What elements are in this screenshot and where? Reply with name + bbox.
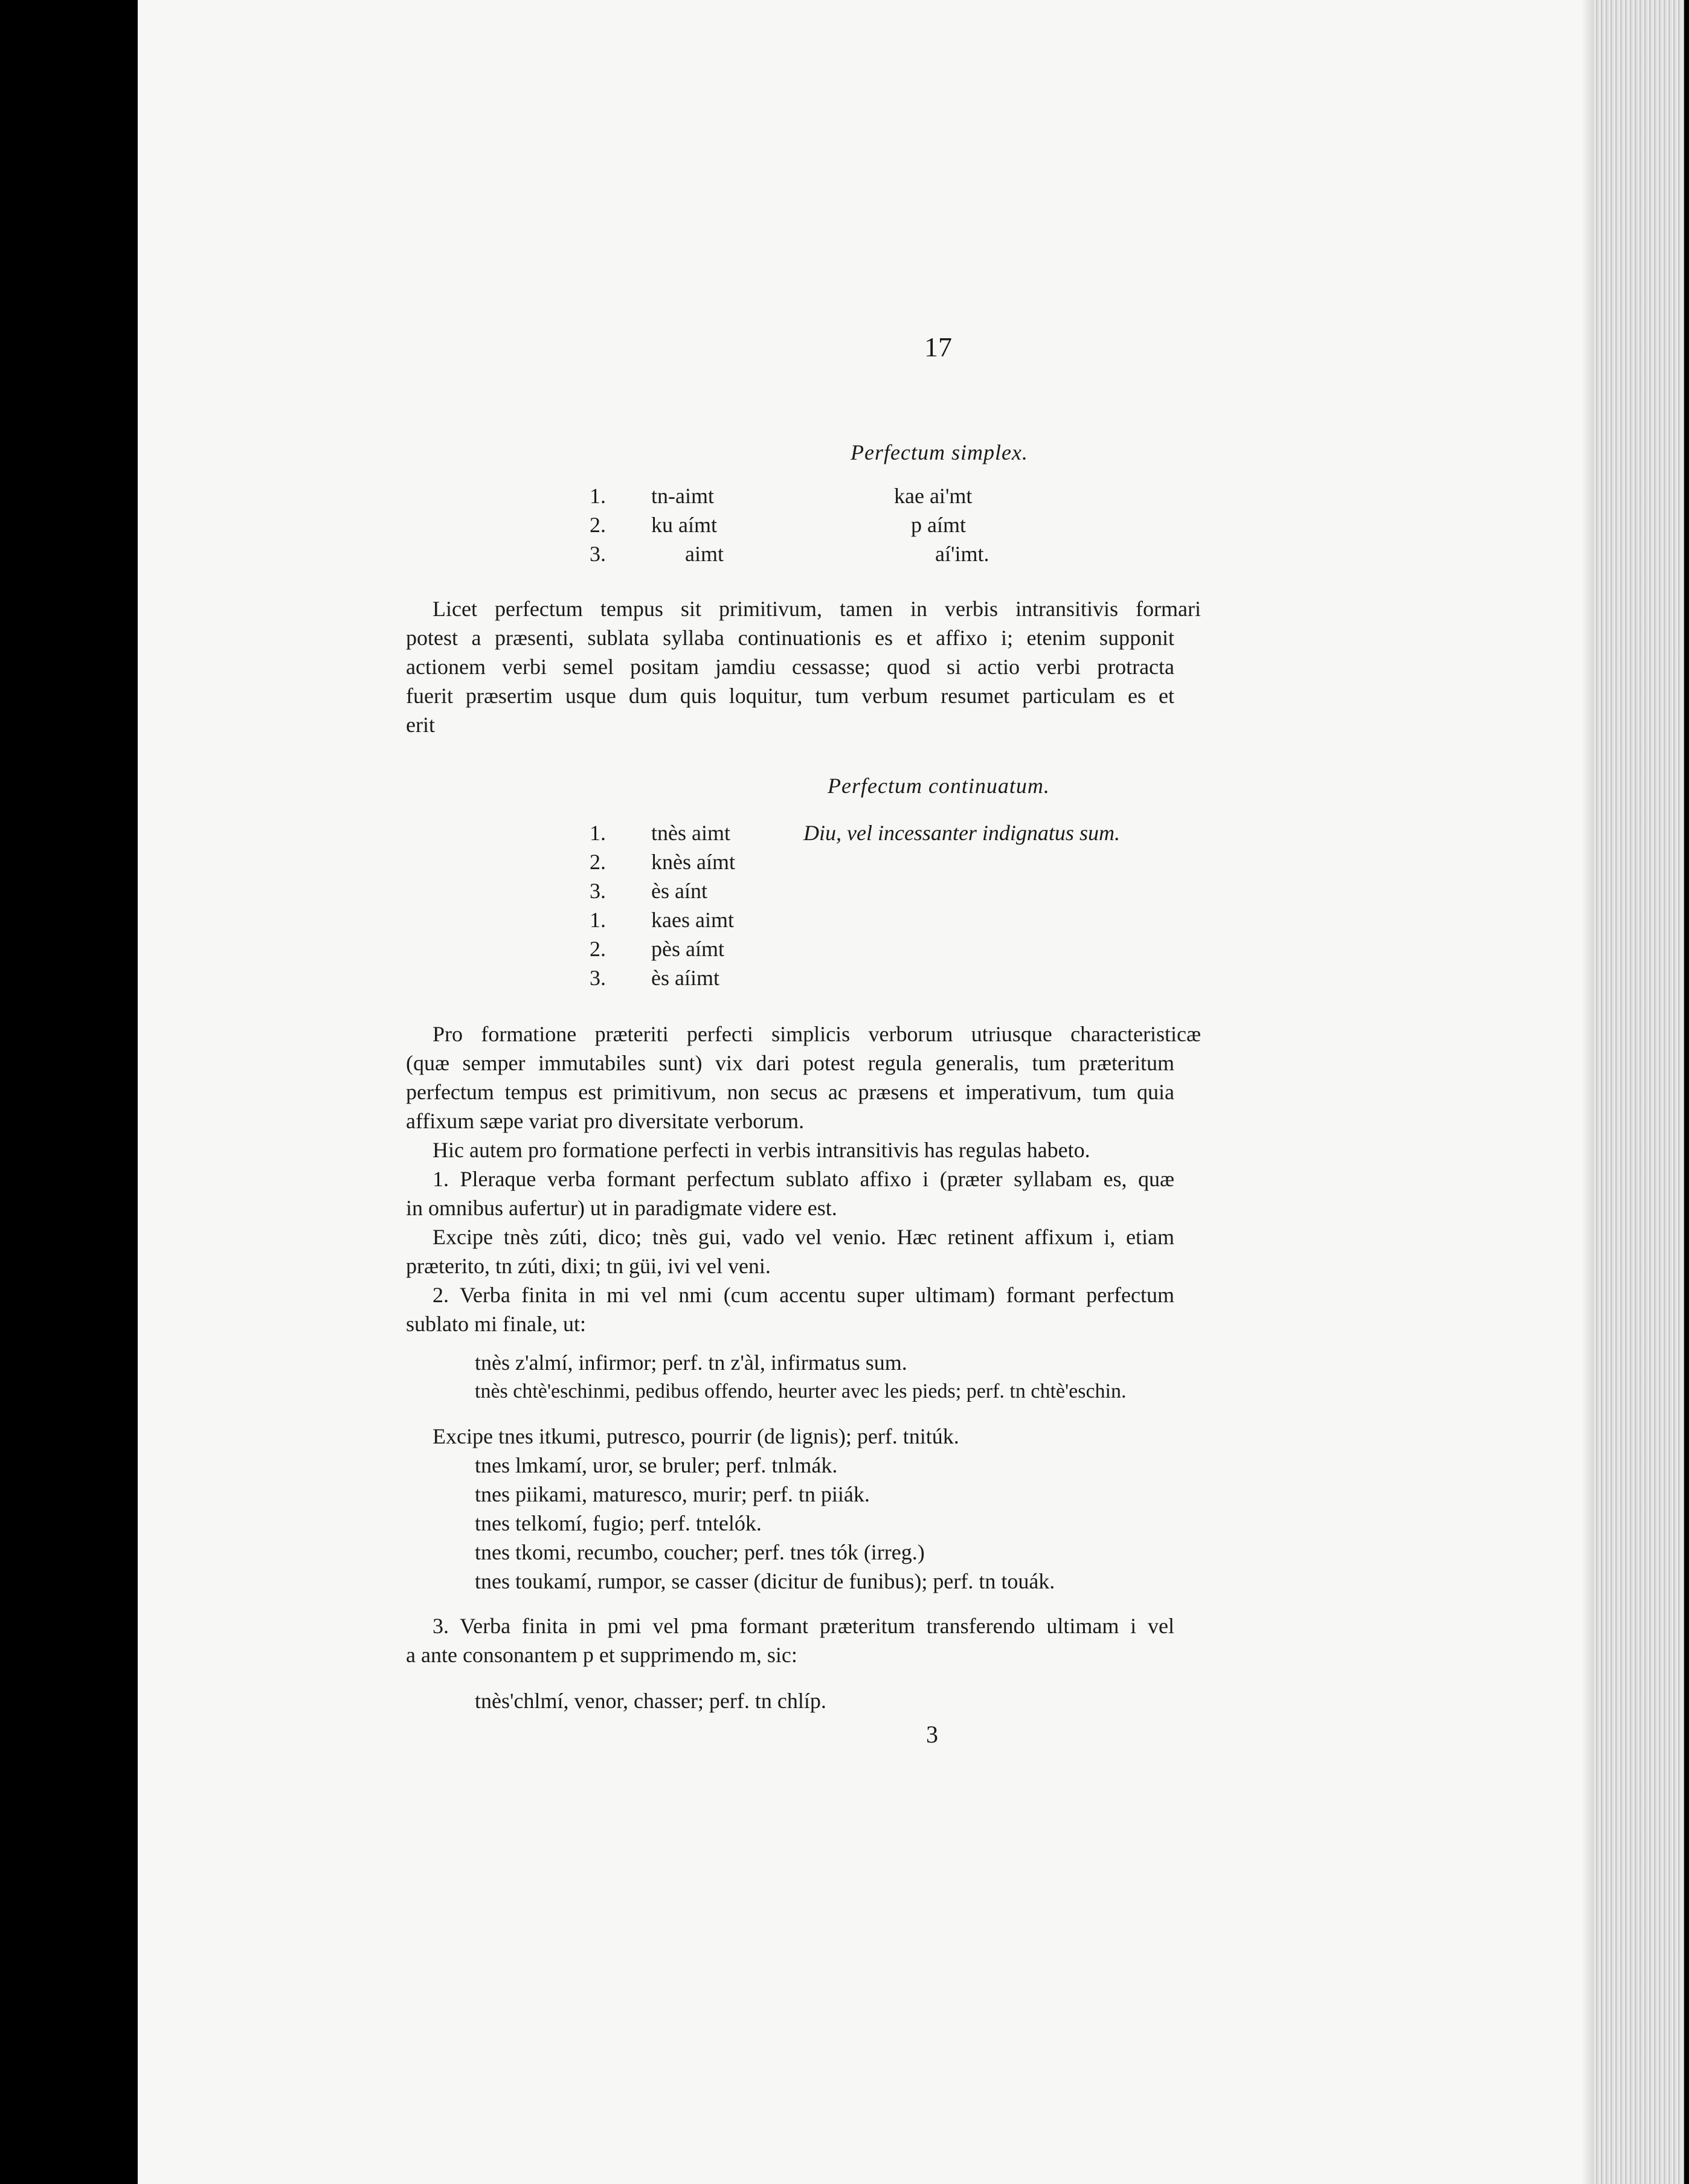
text-line: 2. Verba finita in mi vel nmi (cum accentu super ultimam) formant perfectum xyxy=(433,1283,1174,1307)
text-line: fuerit præsertim usque dum quis loquitur, tum verbum resumet particulam es et xyxy=(406,684,1174,708)
verb-form: pès aímt xyxy=(651,937,724,961)
book-page-edges xyxy=(1594,0,1684,2184)
example-line: tnes lmkamí, uror, se bruler; perf. tnlmák. xyxy=(475,1453,838,1477)
plural-form: aí'imt. xyxy=(935,542,989,566)
text-line: sublato mi finale, ut: xyxy=(406,1312,586,1336)
row-number: 1. xyxy=(590,908,606,932)
example-line: tnes piikami, maturesco, murir; perf. tn piiák. xyxy=(475,1482,870,1506)
signature-mark: 3 xyxy=(926,1721,938,1748)
row-number: 1. xyxy=(590,821,606,845)
verb-form: kaes aimt xyxy=(651,908,734,932)
text-line: Hic autem pro formatione perfecti in verbis intransitivis has regulas habeto. xyxy=(433,1138,1090,1162)
row-number: 3. xyxy=(590,542,606,566)
text-line: 3. Verba finita in pmi vel pma formant præteritum transferendo ultimam i vel xyxy=(433,1614,1174,1638)
page-number: 17 xyxy=(924,332,952,362)
text-line: Excipe tnès zúti, dico; tnès gui, vado vel venio. Hæc retinent affixum i, etiam xyxy=(433,1225,1174,1249)
plural-form: p aímt xyxy=(911,513,966,537)
latin-gloss: Diu, vel incessanter indignatus sum. xyxy=(803,821,1120,845)
example-line: tnes telkomí, fugio; perf. tntelók. xyxy=(475,1511,762,1535)
example-line: tnes toukamí, rumpor, se casser (dicitur de funibus); perf. tn touák. xyxy=(475,1569,1055,1593)
text-line: Excipe tnes itkumi, putresco, pourrir (de lignis); perf. tnitúk. xyxy=(433,1424,959,1448)
verb-form: ès aínt xyxy=(651,879,707,903)
example-line: tnès chtè'eschinmi, pedibus offendo, heurter avec les pieds; perf. tn chtè'eschin. xyxy=(475,1380,1127,1402)
row-number: 3. xyxy=(590,966,606,990)
section-title-perfectum-continuatum: Perfectum continuatum. xyxy=(828,774,1050,798)
row-number: 2. xyxy=(590,937,606,961)
verb-form: knès aímt xyxy=(651,850,735,874)
text-line: Licet perfectum tempus sit primitivum, tamen in verbis intransitivis formari xyxy=(433,597,1201,621)
row-number: 2. xyxy=(590,513,606,537)
row-number: 3. xyxy=(590,879,606,903)
text-line: potest a præsenti, sublata syllaba continuationis es et affixo i; etenim supponit xyxy=(406,626,1174,650)
book-page xyxy=(138,0,1684,2184)
verb-form: tnès aimt xyxy=(651,821,730,845)
verb-form: ès aíimt xyxy=(651,966,719,990)
example-line: tnes tkomi, recumbo, coucher; perf. tnes tók (irreg.) xyxy=(475,1540,925,1564)
row-number: 2. xyxy=(590,850,606,874)
section-title-perfectum-simplex: Perfectum simplex. xyxy=(851,440,1028,464)
text-line: perfectum tempus est primitivum, non secus ac præsens et imperativum, tum quia xyxy=(406,1080,1174,1104)
text-line: a ante consonantem p et supprimendo m, sic: xyxy=(406,1643,797,1667)
singular-form: tn-aimt xyxy=(651,484,714,508)
text-line: (quæ semper immutabiles sunt) vix dari potest regula generalis, tum præteritum xyxy=(406,1051,1174,1075)
text-line: Pro formatione præteriti perfecti simplicis verborum utriusque characteristicæ xyxy=(433,1022,1201,1046)
singular-form: ku aímt xyxy=(651,513,717,537)
text-line: præterito, tn zúti, dixi; tn güi, ivi vel veni. xyxy=(406,1254,771,1278)
text-line: affixum sæpe variat pro diversitate verborum. xyxy=(406,1109,805,1133)
text-line: 1. Pleraque verba formant perfectum sublato affixo i (præter syllabam es, quæ xyxy=(433,1167,1174,1191)
example-line: tnès'chlmí, venor, chasser; perf. tn chlíp. xyxy=(475,1689,826,1713)
text-line: erit xyxy=(406,713,435,737)
row-number: 1. xyxy=(590,484,606,508)
page-edge-shadow xyxy=(1581,0,1594,2184)
text-line: actionem verbi semel positam jamdiu cessasse; quod si actio verbi protracta xyxy=(406,655,1174,679)
plural-form: kae ai'mt xyxy=(894,484,973,508)
example-line: tnès z'almí, infirmor; perf. tn z'àl, infirmatus sum. xyxy=(475,1351,907,1375)
singular-form: aimt xyxy=(685,542,724,566)
text-line: in omnibus aufertur) ut in paradigmate videre est. xyxy=(406,1196,837,1220)
